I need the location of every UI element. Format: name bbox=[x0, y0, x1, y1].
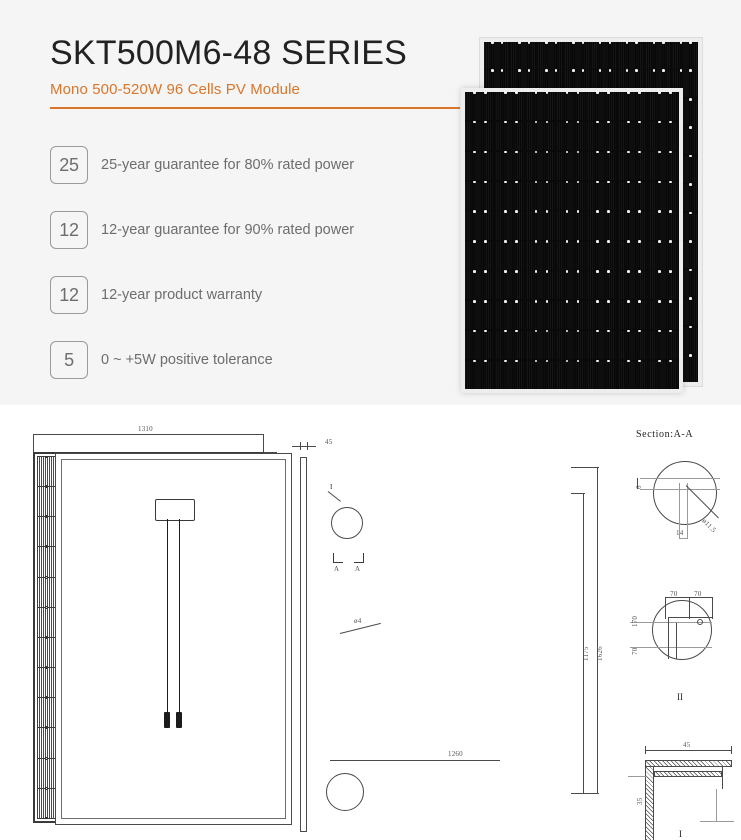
section-mark-left bbox=[333, 553, 343, 563]
feature-label: 12-year product warranty bbox=[101, 287, 263, 303]
solar-cell bbox=[496, 211, 525, 239]
hero-text-block bbox=[50, 36, 470, 109]
solar-cell bbox=[650, 182, 679, 210]
solar-cell bbox=[538, 42, 563, 69]
connector-negative bbox=[176, 712, 182, 728]
solar-cell bbox=[650, 271, 679, 299]
solar-panel-front-image bbox=[461, 88, 683, 393]
solar-cell bbox=[619, 331, 648, 359]
feature-label: 0 ~ +5W positive tolerance bbox=[101, 352, 273, 368]
solar-cell bbox=[496, 92, 525, 120]
page-title: SKT500M6-48 SERIES bbox=[50, 34, 407, 72]
panel-cell-grid-front bbox=[465, 92, 679, 389]
solar-cell bbox=[527, 301, 556, 329]
solar-cell bbox=[527, 211, 556, 239]
list-item bbox=[50, 143, 470, 187]
section-aa-title: Section:A-A bbox=[636, 429, 694, 440]
section-mark-label-left: A bbox=[334, 565, 340, 573]
solar-cell bbox=[650, 152, 679, 180]
solar-cell bbox=[619, 271, 648, 299]
solar-cell bbox=[557, 92, 586, 120]
solar-cell bbox=[465, 241, 494, 269]
solar-cell bbox=[588, 92, 617, 120]
solar-cell bbox=[496, 331, 525, 359]
front-view-width-dim: 1310 bbox=[138, 425, 153, 433]
solar-cell bbox=[619, 361, 648, 389]
solar-cell bbox=[527, 361, 556, 389]
detail-ii-label: II bbox=[677, 692, 683, 702]
solar-cell bbox=[496, 271, 525, 299]
solar-cell bbox=[619, 152, 648, 180]
detail-callout-circle-ii bbox=[326, 773, 364, 811]
section-aa-dim-c: ø11.5 bbox=[700, 517, 718, 535]
solar-cell bbox=[650, 331, 679, 359]
feature-label: 12-year guarantee for 90% rated power bbox=[101, 222, 355, 238]
list-item bbox=[50, 338, 470, 382]
solar-cell bbox=[496, 241, 525, 269]
solar-cell bbox=[465, 331, 494, 359]
solar-cell bbox=[588, 182, 617, 210]
solar-cell bbox=[557, 241, 586, 269]
solar-cell bbox=[557, 271, 586, 299]
solar-cell bbox=[496, 122, 525, 150]
solar-cell bbox=[588, 241, 617, 269]
solar-cell bbox=[646, 42, 671, 69]
solar-cell bbox=[588, 331, 617, 359]
solar-cell bbox=[527, 152, 556, 180]
solar-cell bbox=[588, 271, 617, 299]
section-mark-label-right: A bbox=[355, 565, 361, 573]
solar-cell bbox=[557, 182, 586, 210]
solar-cell bbox=[465, 182, 494, 210]
solar-cell bbox=[511, 42, 536, 69]
solar-cell bbox=[557, 211, 586, 239]
detail-i-dim-height: 35 bbox=[636, 797, 644, 805]
solar-cell bbox=[619, 182, 648, 210]
product-photo bbox=[455, 0, 741, 405]
solar-cell bbox=[557, 301, 586, 329]
solar-cell bbox=[588, 122, 617, 150]
solar-cell bbox=[527, 122, 556, 150]
detail-ii-dim-v1: 170 bbox=[631, 615, 639, 627]
solar-cell bbox=[619, 241, 648, 269]
solar-cell bbox=[484, 42, 509, 69]
section-aa-circle bbox=[653, 461, 717, 525]
solar-cell bbox=[557, 152, 586, 180]
solar-cell bbox=[465, 301, 494, 329]
solar-cell bbox=[465, 211, 494, 239]
section-mark-right bbox=[354, 553, 364, 563]
solar-cell bbox=[619, 301, 648, 329]
technical-drawing-section bbox=[0, 405, 741, 840]
solar-cell bbox=[496, 182, 525, 210]
accent-divider bbox=[50, 107, 460, 109]
list-item bbox=[50, 273, 470, 317]
feature-badge: 5 bbox=[50, 341, 88, 379]
rear-view-bottom-dim: 1260 bbox=[448, 750, 463, 758]
detail-callout-circle-i bbox=[331, 507, 363, 539]
feature-label: 25-year guarantee for 80% rated power bbox=[101, 157, 355, 173]
solar-cell bbox=[496, 361, 525, 389]
section-aa-dim-b: 14 bbox=[676, 529, 684, 537]
solar-cell bbox=[619, 42, 644, 69]
solar-cell bbox=[619, 92, 648, 120]
detail-ii-dim-v2: 70 bbox=[631, 647, 639, 655]
solar-cell bbox=[588, 361, 617, 389]
solar-cell bbox=[619, 211, 648, 239]
frame-profile-top bbox=[645, 760, 732, 767]
frame-thickness-bar bbox=[300, 457, 307, 832]
solar-cell bbox=[527, 241, 556, 269]
solar-cell bbox=[496, 152, 525, 180]
solar-cell bbox=[496, 301, 525, 329]
detail-ii-dim-right: 70 bbox=[694, 590, 702, 598]
solar-cell bbox=[557, 122, 586, 150]
detail-ii-dim-left: 70 bbox=[670, 590, 678, 598]
module-rear-outline bbox=[55, 453, 292, 825]
solar-cell bbox=[527, 182, 556, 210]
solar-cell bbox=[619, 122, 648, 150]
frame-profile-lip bbox=[654, 771, 722, 777]
page-subtitle: Mono 500-520W 96 Cells PV Module bbox=[50, 80, 300, 98]
solar-cell bbox=[592, 42, 617, 69]
detail-ii-circle bbox=[652, 600, 712, 660]
solar-cell bbox=[588, 301, 617, 329]
solar-cell bbox=[588, 152, 617, 180]
solar-cell bbox=[650, 211, 679, 239]
drain-hole-dim: ø4 bbox=[354, 617, 362, 625]
feature-badge: 12 bbox=[50, 276, 88, 314]
solar-cell bbox=[527, 331, 556, 359]
hero-section bbox=[0, 0, 741, 405]
solar-cell bbox=[465, 361, 494, 389]
solar-cell bbox=[465, 271, 494, 299]
solar-cell bbox=[650, 92, 679, 120]
solar-cell bbox=[650, 301, 679, 329]
junction-box bbox=[155, 499, 195, 521]
feature-badge: 25 bbox=[50, 146, 88, 184]
rear-view-mount-outer-dim: 1626 bbox=[596, 646, 604, 661]
list-item bbox=[50, 208, 470, 252]
solar-cell bbox=[565, 42, 590, 69]
solar-cell bbox=[527, 92, 556, 120]
solar-cell bbox=[465, 92, 494, 120]
detail-callout-label-i: I bbox=[330, 483, 333, 491]
solar-cell bbox=[557, 361, 586, 389]
solar-cell bbox=[557, 331, 586, 359]
detail-i-label: I bbox=[679, 829, 682, 839]
rear-view-mount-inner-dim: 1175 bbox=[582, 646, 590, 661]
frame-profile-leg bbox=[645, 767, 654, 840]
solar-cell bbox=[465, 152, 494, 180]
solar-cell bbox=[673, 42, 698, 69]
feature-badge: 12 bbox=[50, 211, 88, 249]
connector-positive bbox=[164, 712, 170, 728]
solar-cell bbox=[527, 271, 556, 299]
solar-cell bbox=[588, 211, 617, 239]
side-view-thickness-dim: 45 bbox=[325, 438, 333, 446]
feature-list bbox=[50, 143, 470, 403]
solar-cell bbox=[465, 122, 494, 150]
solar-cell bbox=[650, 241, 679, 269]
cable-negative bbox=[179, 519, 181, 715]
detail-i-dim-width: 45 bbox=[683, 741, 691, 749]
solar-cell bbox=[650, 122, 679, 150]
section-aa-dim-a: 6 bbox=[635, 485, 643, 489]
detail-ii-hole bbox=[697, 619, 703, 625]
cable-positive bbox=[167, 519, 169, 715]
solar-cell bbox=[650, 361, 679, 389]
